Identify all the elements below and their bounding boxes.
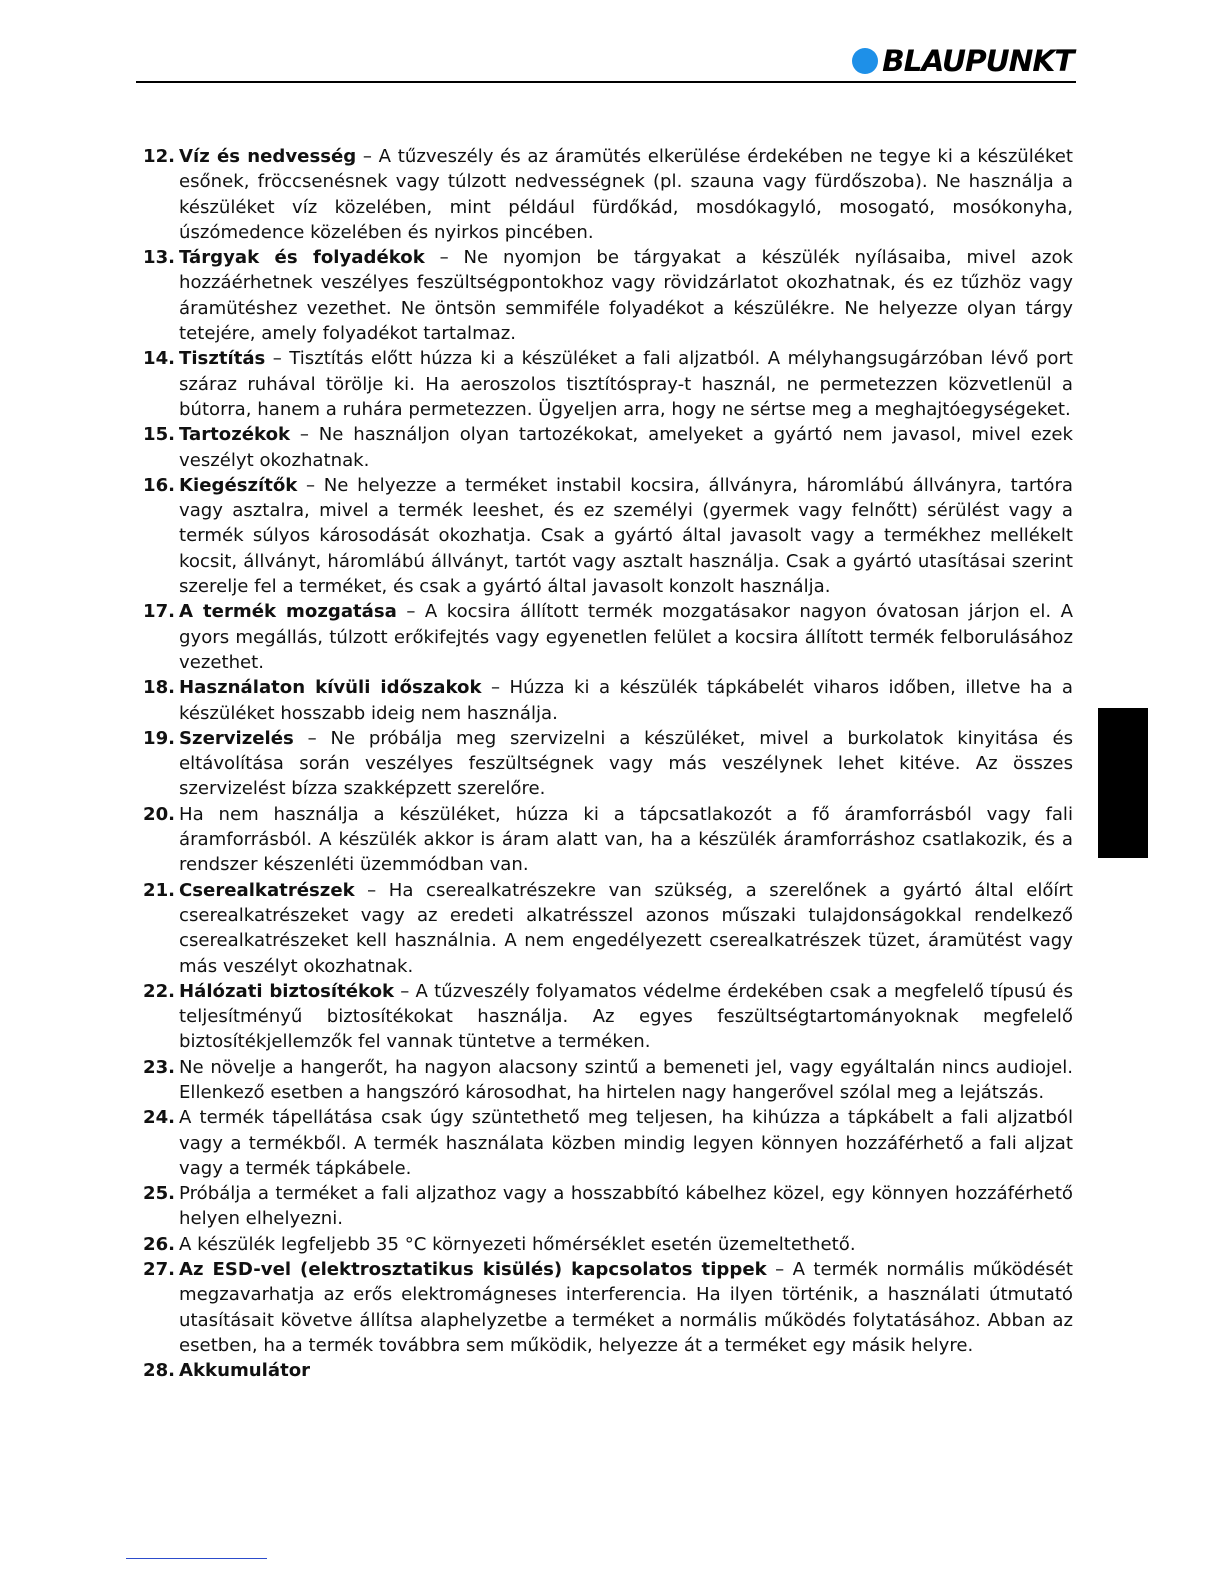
item-text: – A tűzveszély és az áramütés elkerülése érdekében ne tegye ki a készüléket esőnek, fröccsenésnek vagy túlzott nedvességnek (pl. szauna vagy fürdőszoba). Ne használja a készüléket víz közelében, mint például fürdőkád, mosdókagyló, mosogató, mosókonyha, úszómedence közelében és nyirkos pincében. bbox=[179, 146, 1073, 243]
item-text: Ha nem használja a készüléket, húzza ki a tápcsatlakozót a fő áramforrásból vagy fali áramforrásból. A készülék akkor is áram alatt van, ha a készülék áramforráshoz csatlakozik, és a rendszer készenléti üzemmódban van. bbox=[179, 803, 1073, 876]
item-number: 25. bbox=[143, 1183, 176, 1205]
item-number: 15. bbox=[143, 424, 176, 446]
item-text: – Ne helyezze a terméket instabil kocsira, állványra, háromlábú állványra, tartóra vagy asztalra, mivel a termék leeshet, és ez személyi (gyermek vagy felnőtt) sérülést vagy a termék súlyos károsodását okozhatja. Csak a gyártó által javasolt vagy a termékhez mellékelt kocsit, állványt, háromlábú állványt, tartót vagy asztalt használja. Csak a gyártó utasításai szerint szerelje fel a terméket, és csak a gyártó által javasolt konzolt használja. bbox=[179, 474, 1073, 598]
list-item bbox=[143, 422, 1073, 473]
item-body bbox=[179, 979, 1073, 1055]
footnote-separator bbox=[126, 1558, 267, 1559]
item-heading: A termék mozgatása bbox=[179, 601, 397, 623]
item-text: – A termék normális működését megzavarhatja az erős elektromágneses interferencia. Ha ilyen történik, a használati útmutató utasításait követve állítsa alaphelyzetbe a terméket a normális működés folytatásához. Abban az esetben, ha a termék továbbra sem működik, helyezze át a terméket egy másik helyre. bbox=[179, 1259, 1073, 1356]
item-heading: Hálózati biztosítékok bbox=[179, 980, 395, 1002]
list-item bbox=[143, 144, 1073, 245]
item-body bbox=[179, 473, 1073, 599]
item-body bbox=[179, 1232, 1073, 1257]
list-item bbox=[143, 675, 1073, 726]
list-item bbox=[143, 878, 1073, 979]
item-number: 27. bbox=[143, 1259, 176, 1281]
item-heading: Az ESD-vel (elektrosztatikus kisülés) kapcsolatos tippek bbox=[179, 1259, 767, 1281]
item-number: 16. bbox=[143, 474, 176, 496]
item-text: Próbálja a terméket a fali aljzathoz vagy a hosszabbító kábelhez közel, egy könnyen hozzáférhető helyen elhelyezni. bbox=[179, 1183, 1073, 1230]
item-body bbox=[179, 599, 1073, 675]
list-item bbox=[143, 1055, 1073, 1106]
item-text: – Ne próbálja meg szervizelni a készüléket, mivel a burkolatok kinyitása és eltávolítása során veszélyes feszültségnek vagy más veszélynek lehet kitéve. Az összes szervizelést bízza szakképzett szerelőre. bbox=[179, 727, 1073, 800]
item-number: 13. bbox=[143, 247, 176, 269]
list-item bbox=[143, 802, 1073, 878]
item-text: – Ne nyomjon be tárgyakat a készülék nyílásaiba, mivel azok hozzáérhetnek veszélyes feszültségpontokhoz vagy rövidzárlatot okozhatnak, és ez tűzhöz vagy áramütéshez vezethet. Ne öntsön semmiféle folyadékot a készülékre. Ne helyezze olyan tárgy tetejére, amely folyadékot tartalmaz. bbox=[179, 247, 1074, 345]
item-number: 24. bbox=[143, 1107, 176, 1129]
item-number: 28. bbox=[143, 1360, 176, 1382]
item-heading: Szervizelés bbox=[179, 727, 294, 749]
item-heading: Kiegészítők bbox=[179, 474, 298, 496]
item-number: 19. bbox=[143, 727, 176, 749]
item-body bbox=[179, 1358, 1073, 1383]
item-number: 20. bbox=[143, 803, 176, 825]
item-text: – Ne használjon olyan tartozékokat, amelyeket a gyártó nem javasol, mivel ezek veszélyt okozhatnak. bbox=[179, 424, 1073, 471]
item-text: – Tisztítás előtt húzza ki a készüléket a fali aljzatból. A mélyhangsugárzóban lévő port száraz ruhával törölje ki. Ha aeroszolos tisztítóspray-t használ, ne permetezzen közvetlenül a bútorra, hanem a ruhára permetezzen. Ügyeljen arra, hogy ne sértse meg a meghajtóegységeket. bbox=[179, 348, 1073, 420]
item-body bbox=[179, 422, 1073, 473]
item-body bbox=[179, 1055, 1073, 1106]
item-body bbox=[179, 1257, 1073, 1358]
list-item bbox=[143, 726, 1073, 802]
item-number: 26. bbox=[143, 1233, 176, 1255]
item-heading: Víz és nedvesség bbox=[179, 146, 357, 167]
item-number: 18. bbox=[143, 677, 176, 699]
item-body bbox=[179, 1181, 1073, 1232]
item-heading: Cserealkatrészek bbox=[179, 879, 355, 901]
item-body bbox=[179, 802, 1073, 878]
item-heading: Használaton kívüli időszakok bbox=[179, 677, 482, 699]
item-text: – A kocsira állított termék mozgatásakor nagyon óvatosan járjon el. A gyors megállás, túlzott erőkifejtés vagy egyenetlen felület a kocsira állított termék felborulásához vezethet. bbox=[179, 601, 1073, 673]
item-heading: Tartozékok bbox=[179, 424, 291, 446]
list-item bbox=[143, 1232, 1073, 1257]
list-item bbox=[143, 1105, 1073, 1181]
item-text: A készülék legfeljebb 35 °C környezeti hőmérséklet esetén üzemeltethető. bbox=[179, 1233, 856, 1255]
item-text: A termék tápellátása csak úgy szüntethető meg teljesen, ha kihúzza a tápkábelt a fali aljzatból vagy a termékből. A termék használata közben mindig legyen könnyen hozzáférhető a fali aljzat vagy a termék tápkábele. bbox=[179, 1107, 1073, 1179]
item-text: Ne növelje a hangerőt, ha nagyon alacsony szintű a bemeneti jel, vagy egyáltalán nincs audiojel. Ellenkező esetben a hangszóró károsodhat, ha hirtelen nagy hangerővel szólal meg a lejátszás. bbox=[179, 1056, 1073, 1103]
item-number: 17. bbox=[143, 601, 176, 623]
section-tab-marker bbox=[1098, 708, 1148, 858]
item-number: 23. bbox=[143, 1056, 176, 1078]
item-text: – A tűzveszély folyamatos védelme érdekében csak a megfelelő típusú és teljesítményű biztosítékokat használja. Az egyes feszültségtartományoknak megfelelő biztosítékjellemzők fel vannak tüntetve a terméken. bbox=[179, 980, 1073, 1053]
brand-logo bbox=[852, 44, 1072, 78]
list-item bbox=[143, 1257, 1073, 1358]
item-text: – Húzza ki a készülék tápkábelét viharos időben, illetve ha a készüléket hosszabb ideig nem használja. bbox=[179, 677, 1073, 724]
item-number: 21. bbox=[143, 879, 176, 901]
item-body bbox=[179, 346, 1073, 422]
item-body bbox=[179, 1105, 1073, 1181]
item-number: 14. bbox=[143, 348, 176, 370]
item-body bbox=[179, 245, 1073, 346]
list-item bbox=[143, 245, 1073, 346]
item-heading: Tisztítás bbox=[179, 348, 266, 370]
item-text: – Ha cserealkatrészekre van szükség, a szerelőnek a gyártó által előírt cserealkatrészeket vagy az eredeti alkatrésszel azonos műszaki tulajdonságokkal rendelkező cserealkatrészeket kell használnia. A nem engedélyezett cserealkatrészek tüzet, áramütést vagy más veszélyt okozhatnak. bbox=[179, 879, 1073, 977]
item-body bbox=[179, 675, 1073, 726]
item-body bbox=[179, 144, 1073, 245]
list-item bbox=[143, 473, 1073, 599]
item-heading: Tárgyak és folyadékok bbox=[179, 247, 425, 269]
item-body bbox=[179, 878, 1073, 979]
list-item bbox=[143, 1358, 1073, 1383]
list-item bbox=[143, 1181, 1073, 1232]
safety-instructions-list bbox=[143, 144, 1073, 1384]
item-body bbox=[179, 726, 1073, 802]
list-item bbox=[143, 346, 1073, 422]
list-item bbox=[143, 599, 1073, 675]
header-rule bbox=[136, 81, 1076, 83]
item-number: 12. bbox=[143, 146, 176, 167]
logo-dot-icon bbox=[852, 48, 878, 74]
item-number: 22. bbox=[143, 980, 176, 1002]
list-item bbox=[143, 979, 1073, 1055]
brand-name: BLAUPUNKT bbox=[882, 44, 1074, 78]
item-heading: Akkumulátor bbox=[179, 1360, 311, 1382]
